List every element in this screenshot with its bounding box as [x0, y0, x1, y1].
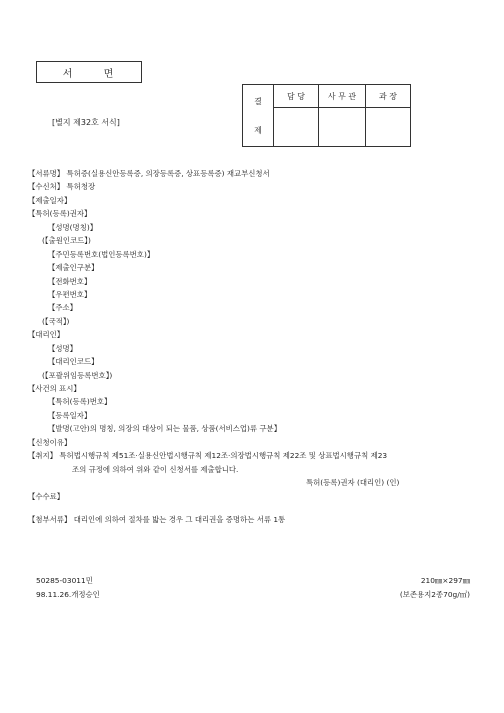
case-section: 【사건의 표시】 [28, 384, 81, 393]
registration-date-field[interactable]: 【등록일자】 [48, 410, 92, 420]
submitter-type-field[interactable]: 【제출인구분】 [48, 263, 99, 273]
approval-col-officer: 사 무 관 [319, 85, 366, 108]
resident-number-field[interactable]: 【주민등록번호(법인등록번호)】 [48, 249, 155, 259]
approval-col-staff: 담 당 [274, 85, 319, 108]
submit-date-field[interactable]: 【제출일자】 [28, 195, 72, 205]
recipient-line: 【수신처】 특허청장 [28, 182, 96, 192]
phone-field[interactable]: 【전화번호】 [48, 276, 92, 286]
form-code: 50285-03011민 [36, 576, 93, 585]
purpose-line-1: 【취지】 특허법시행규칙 제51조·실용신안법시행규칙 제12조·의장법시행규칙 제22조 및 상표법시행규칙 제23 [28, 451, 388, 461]
agent-section: 【대리인】 [28, 330, 65, 340]
power-of-attorney-field[interactable]: (【포괄위임등록번호】) [42, 370, 113, 380]
paper-size: 210㎜×297㎜ [420, 576, 470, 585]
approval-side-label: 결 제 [243, 85, 274, 147]
agent-name-field[interactable]: 【성명】 [48, 343, 78, 353]
form-title-box [36, 61, 142, 83]
paper-type: (보존용지2종70g/㎡) [399, 590, 470, 599]
form-number: [별지 제32호 서식] [52, 118, 120, 127]
approval-sign-staff[interactable] [274, 108, 319, 147]
approval-table [242, 84, 411, 147]
approval-col-director: 과 장 [366, 85, 411, 108]
address-field[interactable]: 【주소】 [48, 303, 78, 313]
agent-code-field[interactable]: 【대리인코드】 [48, 357, 99, 367]
invention-title-field[interactable]: 【발명(고안)의 명칭, 의장의 대상이 되는 물품, 상품(서비스업)류 구분】 [48, 424, 282, 434]
nationality-field[interactable]: (【국적】) [42, 316, 70, 326]
patent-number-field[interactable]: 【특허(등록)번호】 [48, 397, 112, 407]
fee-field[interactable]: 【수수료】 [28, 491, 65, 501]
approval-date: 98.11.26.개정승인 [36, 590, 100, 599]
postal-code-field[interactable]: 【우편번호】 [48, 289, 92, 299]
holder-name-field[interactable]: 【성명(명칭)】 [48, 222, 98, 232]
purpose-line-2: 조의 규정에 의하여 위와 같이 신청서를 제출합니다. [72, 464, 239, 474]
approval-sign-officer[interactable] [319, 108, 366, 147]
applicant-code-field[interactable]: (【출원인코드】) [42, 236, 91, 246]
holder-section: 【특허(등록)권자】 [28, 209, 92, 219]
form-body [28, 167, 399, 526]
reason-field[interactable]: 【신청이유】 [28, 437, 72, 447]
attachments-line: 【첨부서류】 대리인에 의하여 절차를 밟는 경우 그 대리권을 증명하는 서류 1통 [28, 514, 286, 524]
approval-sign-director[interactable] [366, 108, 411, 147]
signature-line[interactable]: 특허(등록)권자 (대리인) (인) [306, 478, 400, 488]
form-title: 서 면 [62, 68, 128, 80]
doc-name-line: 【서류명】 특허증(실용신안등록증, 의장등록증, 상표등록증) 재교부신청서 [28, 169, 270, 178]
